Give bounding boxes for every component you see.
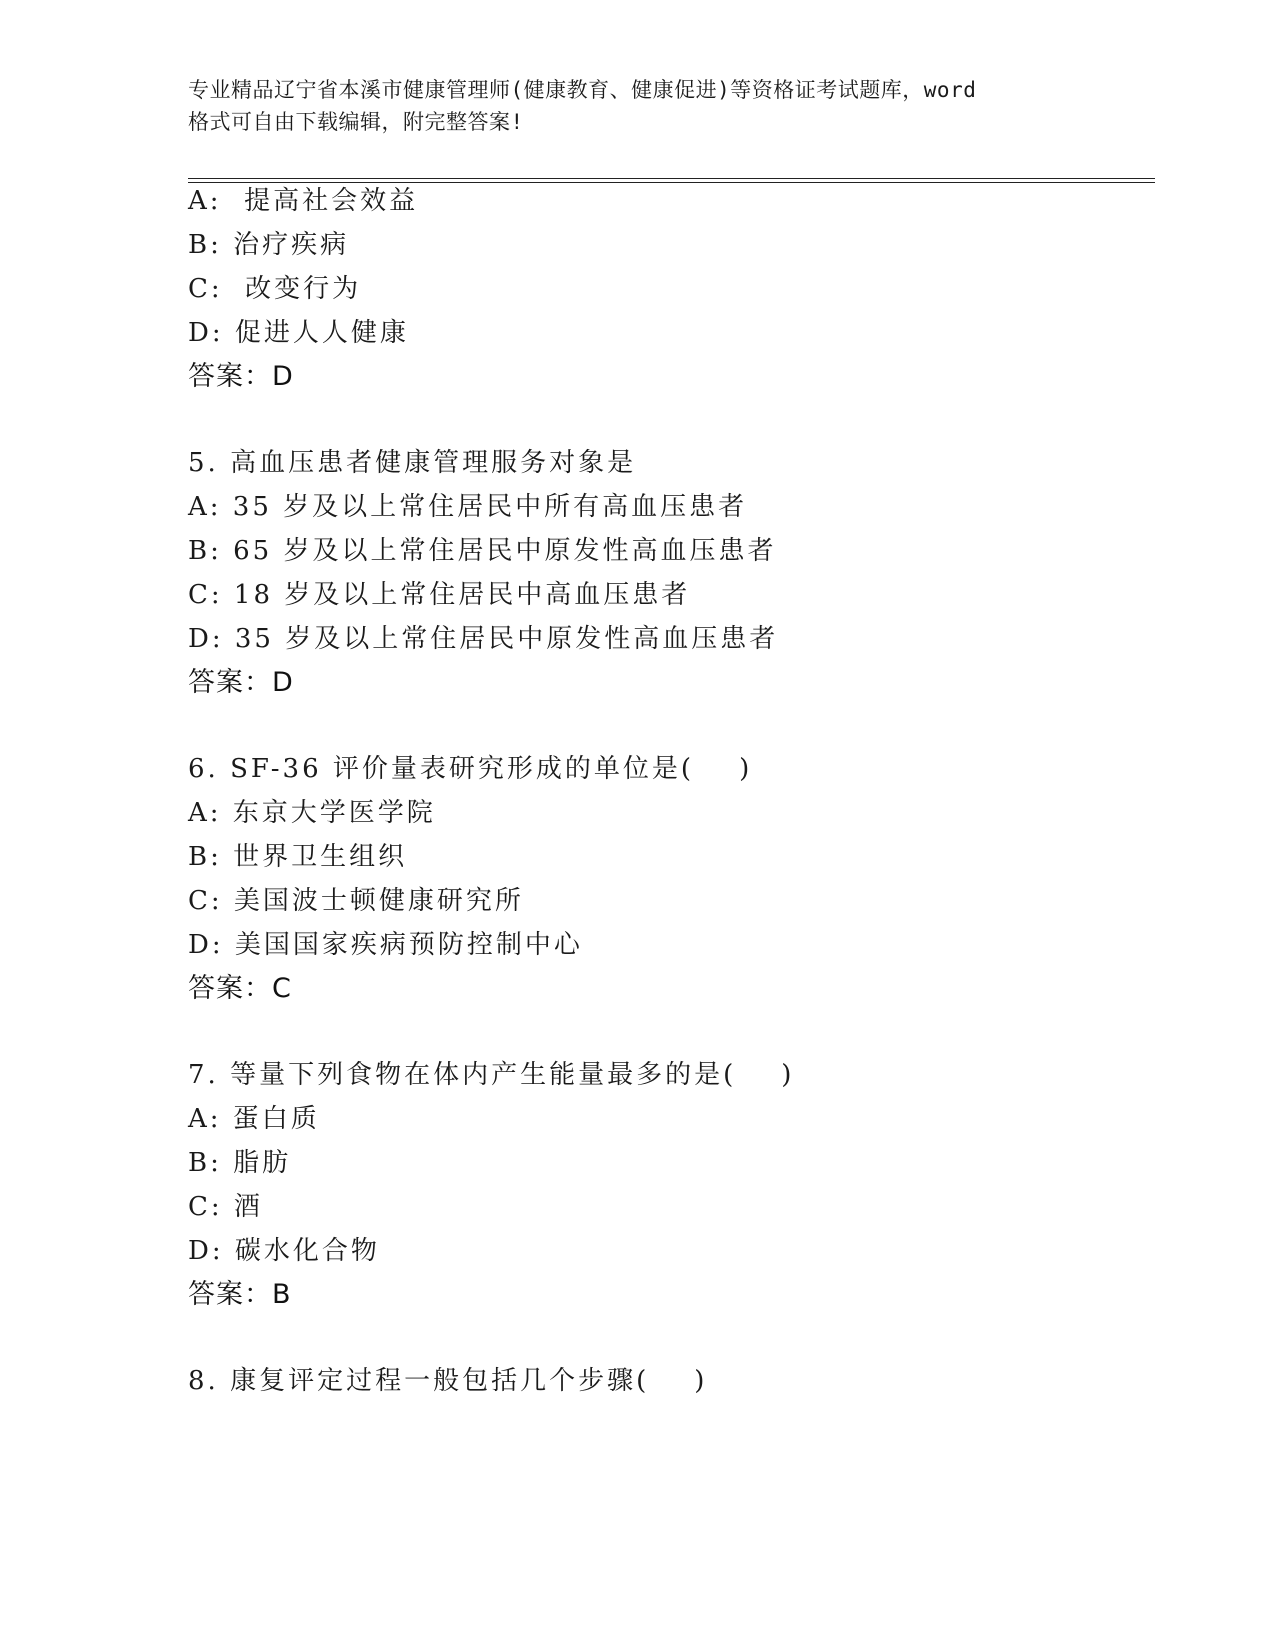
q4-option-b: B: 治疗疾病: [188, 230, 350, 260]
q6-question: 6. SF-36 评价量表研究形成的单位是( ): [188, 754, 753, 784]
q7-option-d: D: 碳水化合物: [188, 1236, 380, 1266]
q7-answer: 答案：B: [188, 1279, 292, 1310]
q4-option-c: C: 改变行为: [188, 274, 362, 304]
q6-option-b: B: 世界卫生组织: [188, 842, 408, 872]
q5-option-c: C: 18 岁及以上常住居民中高血压患者: [188, 580, 691, 610]
header-line-2: 格式可自由下载编辑，附完整答案!: [188, 110, 524, 134]
q6-option-d: D: 美国国家疾病预防控制中心: [188, 930, 583, 960]
q7-option-c: C: 酒: [188, 1192, 263, 1222]
q5-answer: 答案：D: [188, 667, 294, 698]
q5-question: 5. 高血压患者健康管理服务对象是: [188, 448, 637, 478]
header-line-1: 专业精品辽宁省本溪市健康管理师(健康教育、健康促进)等资格证考试题库，word: [188, 78, 977, 102]
q6-option-c: C: 美国波士顿健康研究所: [188, 886, 524, 916]
q5-option-b: B: 65 岁及以上常住居民中原发性高血压患者: [188, 536, 777, 566]
q7-question: 7. 等量下列食物在体内产生能量最多的是( ): [188, 1060, 795, 1090]
q4-option-a: A: 提高社会效益: [188, 186, 419, 216]
q7-option-b: B: 脂肪: [188, 1148, 292, 1178]
q6-answer: 答案：C: [188, 973, 292, 1004]
header-divider: [188, 178, 1155, 183]
q7-option-a: A: 蛋白质: [188, 1104, 320, 1134]
q5-option-a: A: 35 岁及以上常住居民中所有高血压患者: [188, 492, 748, 522]
q4-option-d: D: 促进人人健康: [188, 318, 409, 348]
q4-answer: 答案：D: [188, 361, 294, 392]
document-header: [188, 74, 1088, 138]
q6-option-a: A: 东京大学医学院: [188, 798, 436, 828]
q8-question: 8. 康复评定过程一般包括几个步骤( ): [188, 1366, 708, 1396]
q5-option-d: D: 35 岁及以上常住居民中原发性高血压患者: [188, 624, 779, 654]
